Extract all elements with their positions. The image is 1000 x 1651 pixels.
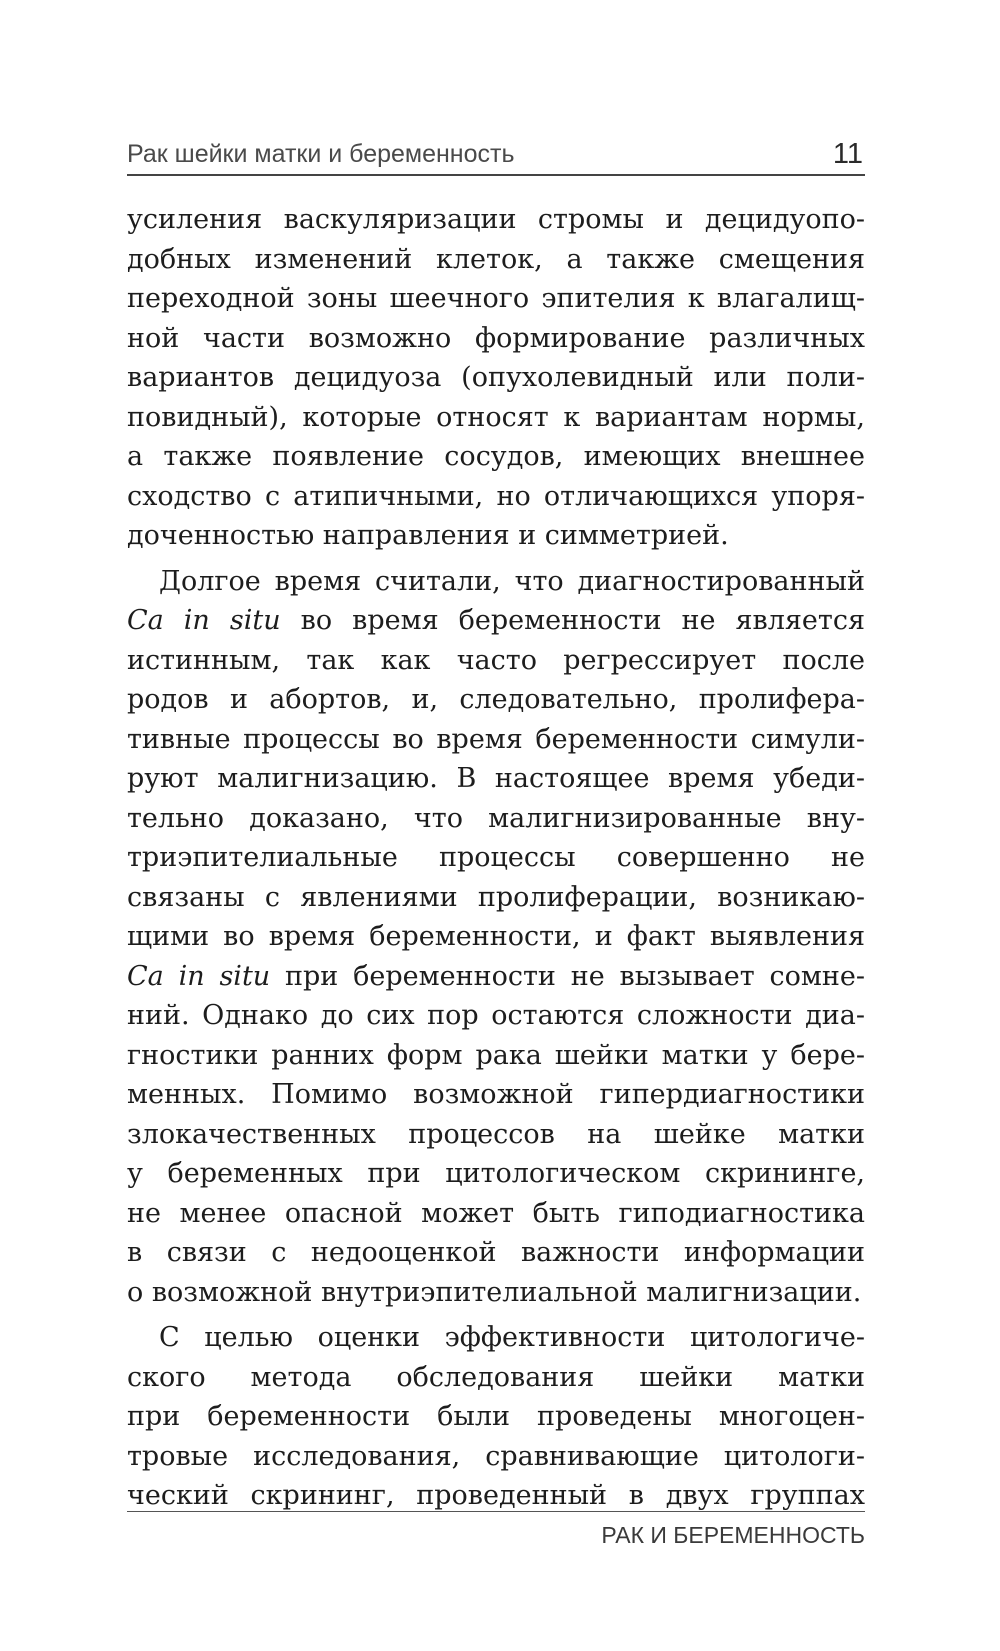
footer-divider <box>127 1511 865 1512</box>
text-line: при беременности были проведены многоцен- <box>127 1401 865 1432</box>
text-line: переходной зоны шеечного эпителия к влагалищ- <box>127 283 865 314</box>
text-line: триэпителиальные процессы совершенно не <box>127 842 865 873</box>
paragraph <box>127 562 865 1313</box>
text-line: гностики ранних форм рака шейки матки у бере- <box>127 1039 865 1071</box>
text-line: доченностью направления и симметрией. <box>127 520 729 551</box>
text-line: у беременных при цитологическом скрининге, <box>127 1158 865 1189</box>
header-divider <box>127 174 865 176</box>
text-line: вариантов децидуоза (опухолевидный или поли- <box>127 362 865 393</box>
text-line: связаны с явлениями пролиферации, возникаю- <box>127 881 865 913</box>
text-line: менных. Помимо возможной гипердиагностики <box>127 1079 865 1110</box>
text-line: истинным, так как часто регрессирует после <box>127 644 865 676</box>
text-line: родов и абортов, и, следовательно, пролифера- <box>127 684 865 715</box>
text-line: ского метода обследования шейки матки <box>127 1361 865 1393</box>
text-line: сходство с атипичными, но отличающихся упоря- <box>127 480 865 512</box>
text-line: Ca in situ во время беременности не является <box>127 605 865 636</box>
text-line: а также появление сосудов, имеющих внешнее <box>127 441 865 472</box>
page-number: 11 <box>832 138 863 170</box>
text-line: усиления васкуляризации стромы и децидуопо- <box>127 204 865 235</box>
running-footer: РАК И БЕРЕМЕННОСТЬ <box>601 1522 865 1548</box>
text-line: ний. Однако до сих пор остаются сложности диа- <box>127 1000 865 1031</box>
body-text <box>127 200 865 1516</box>
text-line: ной части возможно формирование различных <box>127 322 865 354</box>
text-line: о возможной внутриэпителиальной малигнизации. <box>127 1276 862 1308</box>
text-line: ческий скрининг, проведенный в двух группах <box>127 1480 865 1511</box>
text-line: руют малигнизацию. В настоящее время убеди- <box>127 763 865 794</box>
text-line: в связи с недооценкой важности информации <box>127 1237 865 1268</box>
text-line: Долгое время считали, что диагностированный <box>159 565 865 597</box>
text-line: щими во время беременности, и факт выявления <box>127 921 865 952</box>
text-line: не менее опасной может быть гиподиагностика <box>127 1197 865 1229</box>
text-line: злокачественных процессов на шейке матки <box>127 1118 865 1150</box>
text-line: тровые исследования, сравнивающие цитологи- <box>127 1440 865 1472</box>
running-header-title: Рак шейки матки и беременность <box>127 140 515 168</box>
text-line: добных изменений клеток, а также смещения <box>127 243 865 275</box>
paragraph <box>127 1318 865 1516</box>
text-line: тивные процессы во время беременности симули- <box>127 723 865 755</box>
text-line: С целью оценки эффективности цитологиче- <box>159 1322 865 1353</box>
text-line: повидный), которые относят к вариантам нормы, <box>127 401 865 433</box>
text-line: тельно доказано, что малигнизированные вну- <box>127 802 865 834</box>
running-header <box>127 138 865 178</box>
paragraph <box>127 200 865 556</box>
text-line: Ca in situ при беременности не вызывает сомне- <box>127 960 865 992</box>
